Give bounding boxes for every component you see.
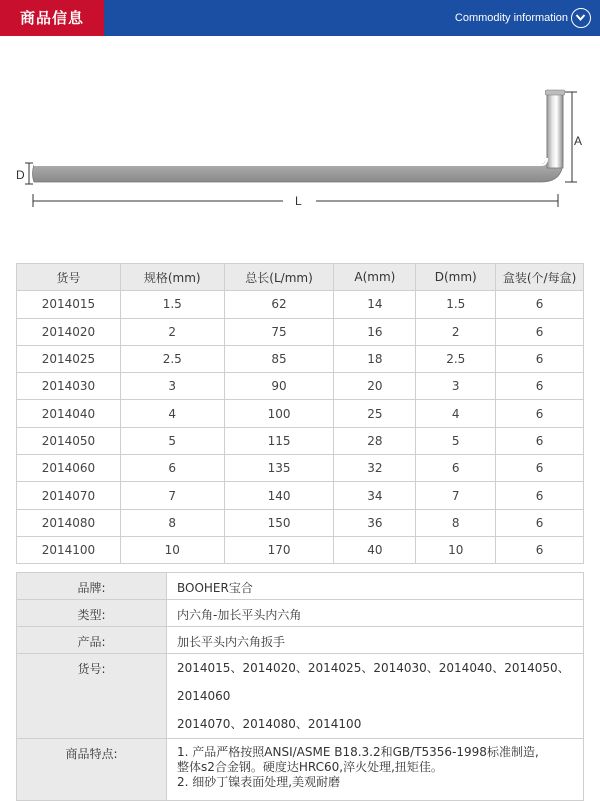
info-row-type: [17, 600, 584, 627]
table-cell: 75: [224, 318, 334, 345]
brand-label: 品牌:: [17, 573, 167, 600]
table-cell: 4: [416, 400, 496, 427]
product-label: 产品:: [17, 627, 167, 654]
table-cell: 32: [334, 455, 416, 482]
table-cell: 2014060: [17, 455, 121, 482]
table-cell: 6: [496, 345, 584, 372]
table-row: [17, 373, 584, 400]
table-cell: 28: [334, 427, 416, 454]
table-cell: 8: [120, 509, 224, 536]
sku-line-2: 2014070、2014080、2014100: [177, 717, 362, 731]
column-header-size: 规格(mm): [120, 264, 224, 291]
info-row-features: [17, 739, 584, 801]
table-cell: 2014050: [17, 427, 121, 454]
product-value: 加长平头内六角扳手: [167, 627, 584, 654]
dimension-label-a: A: [574, 134, 583, 148]
table-row: [17, 536, 584, 563]
table-cell: 6: [496, 427, 584, 454]
chevron-down-icon[interactable]: [571, 8, 591, 28]
table-cell: 34: [334, 482, 416, 509]
table-cell: 5: [120, 427, 224, 454]
spec-table: [16, 263, 584, 564]
table-cell: 6: [120, 455, 224, 482]
table-cell: 62: [224, 291, 334, 318]
hex-key-diagram: [0, 36, 600, 258]
features-label: 商品特点:: [17, 739, 167, 801]
table-row: [17, 455, 584, 482]
table-cell: 140: [224, 482, 334, 509]
table-header-row: [17, 264, 584, 291]
sku-label: 货号:: [17, 654, 167, 739]
column-header-d: D(mm): [416, 264, 496, 291]
section-title: 商品信息: [0, 0, 104, 36]
table-cell: 115: [224, 427, 334, 454]
table-row: [17, 427, 584, 454]
table-cell: 4: [120, 400, 224, 427]
table-cell: 2.5: [416, 345, 496, 372]
table-cell: 8: [416, 509, 496, 536]
column-header-length: 总长(L/mm): [224, 264, 334, 291]
table-row: [17, 291, 584, 318]
table-cell: 2: [416, 318, 496, 345]
table-cell: 2014015: [17, 291, 121, 318]
table-row: [17, 482, 584, 509]
table-cell: 6: [416, 455, 496, 482]
table-cell: 6: [496, 373, 584, 400]
table-cell: 14: [334, 291, 416, 318]
table-cell: 6: [496, 455, 584, 482]
type-label: 类型:: [17, 600, 167, 627]
table-cell: 10: [416, 536, 496, 563]
table-cell: 2014030: [17, 373, 121, 400]
column-header-a: A(mm): [334, 264, 416, 291]
table-cell: 20: [334, 373, 416, 400]
table-cell: 150: [224, 509, 334, 536]
sku-line-1: 2014015、2014020、2014025、2014030、2014040、2014050、2014060: [177, 661, 570, 703]
type-value: 内六角-加长平头内六角: [167, 600, 584, 627]
table-cell: 6: [496, 482, 584, 509]
dimension-d: [25, 163, 33, 184]
info-row-product: [17, 627, 584, 654]
section-header: [0, 0, 600, 36]
table-row: [17, 509, 584, 536]
table-cell: 2014025: [17, 345, 121, 372]
table-cell: 6: [496, 509, 584, 536]
table-cell: 40: [334, 536, 416, 563]
table-cell: 3: [120, 373, 224, 400]
table-cell: 90: [224, 373, 334, 400]
table-cell: 6: [496, 400, 584, 427]
table-cell: 6: [496, 536, 584, 563]
table-cell: 3: [416, 373, 496, 400]
table-cell: 135: [224, 455, 334, 482]
dimension-label-d: D: [16, 168, 25, 182]
table-cell: 2.5: [120, 345, 224, 372]
column-header-box: 盒装(个/每盒): [496, 264, 584, 291]
table-cell: 18: [334, 345, 416, 372]
table-cell: 5: [416, 427, 496, 454]
table-cell: 36: [334, 509, 416, 536]
info-row-brand: [17, 573, 584, 600]
table-row: [17, 345, 584, 372]
table-cell: 2014020: [17, 318, 121, 345]
features-line-3: 2. 细砂丁镍表面处理,美观耐磨: [177, 775, 341, 789]
features-line-1: 1. 产品严格按照ANSI/ASME B18.3.2和GB/T5356-1998标准制造,: [177, 745, 539, 759]
table-cell: 85: [224, 345, 334, 372]
column-header-sku: 货号: [17, 264, 121, 291]
product-info-table: [16, 572, 584, 801]
table-cell: 2014100: [17, 536, 121, 563]
table-cell: 10: [120, 536, 224, 563]
table-row: [17, 400, 584, 427]
table-cell: 2014070: [17, 482, 121, 509]
table-cell: 6: [496, 291, 584, 318]
table-cell: 1.5: [120, 291, 224, 318]
table-row: [17, 318, 584, 345]
table-cell: 7: [416, 482, 496, 509]
section-subtitle-en: Commodity information: [454, 12, 568, 24]
hex-key-shape: [33, 90, 565, 182]
table-cell: 2014040: [17, 400, 121, 427]
table-cell: 2: [120, 318, 224, 345]
table-cell: 7: [120, 482, 224, 509]
brand-value: BOOHER宝合: [167, 573, 584, 600]
features-line-2: 整体s2合金钢。硬度达HRC60,淬火处理,扭矩佳。: [177, 760, 443, 774]
features-value: [167, 739, 584, 801]
info-row-sku: [17, 654, 584, 739]
table-cell: 170: [224, 536, 334, 563]
table-cell: 1.5: [416, 291, 496, 318]
table-cell: 2014080: [17, 509, 121, 536]
sku-value: [167, 654, 584, 739]
table-cell: 25: [334, 400, 416, 427]
table-cell: 100: [224, 400, 334, 427]
table-cell: 6: [496, 318, 584, 345]
dimension-label-l: L: [295, 194, 302, 208]
table-cell: 16: [334, 318, 416, 345]
